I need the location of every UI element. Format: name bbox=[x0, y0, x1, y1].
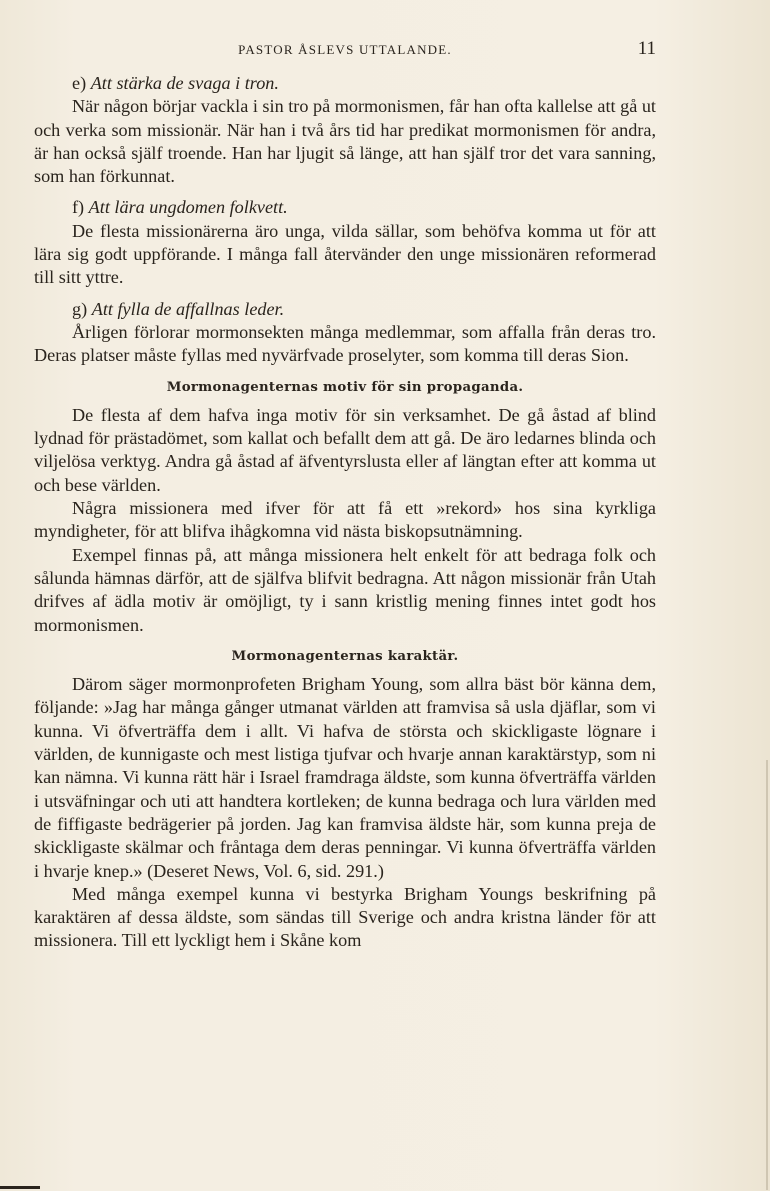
section-e-label: e) bbox=[72, 73, 87, 93]
karaktar-heading: Mormonagenternas karaktär. bbox=[231, 648, 459, 664]
page-edge-shadow bbox=[766, 760, 768, 1190]
motiv-paragraph: De flesta af dem hafva inga motiv för sin verksamhet. De gå åstad af blind lydnad för prästadömet, som kallat och befallt dem att gå. De äro ledarnes blinda och viljelösa verktyg. Andra gå åstad af äfventyrslusta eller af längtan efter att komma ut och bese världen. bbox=[34, 404, 656, 495]
motiv-heading: Mormonagenternas motiv för sin propaganda. bbox=[166, 379, 524, 395]
motiv-paragraph: Exempel finnas på, att många missionera helt enkelt för att bedraga folk och sålunda hämnas därför, att de själfva blifvit bedragna. Att någon missionär från Utah drifves af ädla motiv är omöjligt, ty i sann kristlig mening finnes intet godt hos mormonismen. bbox=[34, 544, 656, 635]
motiv-paragraph: Några missionera med ifver för att få ett »rekord» hos sina kyrkliga myndigheter, för att blifva ihågkomna vid nästa biskopsutnämning. bbox=[34, 498, 656, 542]
section-g-label: g) bbox=[72, 298, 88, 319]
section-e-paragraph: När någon börjar vackla i sin tro på mormonismen, får han ofta kallelse att gå ut och verka som missionär. När han i två års tid har predikat mormonismen för andra, är han också själf troende. Han har ljugit så länge, att han själf tror det vara sanning, som han förkunnat. bbox=[34, 96, 656, 187]
section-e-title bbox=[34, 72, 656, 95]
section-f-label: f) bbox=[72, 197, 85, 218]
section-g-paragraph: Årligen förlorar mormonsekten många medlemmar, som affalla från deras tro. Deras platser måste fyllas med nyvärfvade proselyter, som komma till deras Sion. bbox=[34, 321, 656, 366]
page-header bbox=[34, 38, 656, 62]
section-e-title-text: Att stärka de svaga i tron. bbox=[90, 73, 279, 93]
karaktar-paragraph: Med många exempel kunna vi bestyrka Brigham Youngs beskrifning på karaktären af dessa äldste, som sändas till Sverige och andra kristna länder för att missionera. Till ett lyckligt hem i Skåne kom bbox=[34, 883, 656, 951]
page-body bbox=[34, 72, 656, 953]
page-number: 11 bbox=[637, 38, 656, 59]
running-title: PASTOR ÅSLEVS UTTALANDE. bbox=[238, 42, 452, 57]
bottom-ink-mark bbox=[0, 1186, 40, 1189]
section-f-paragraph: De flesta missionärerna äro unga, vilda sällar, som behöfva komma ut för att lära sig godt uppförande. I många fall återvänder den unge missionären reformerad till sitt yttre. bbox=[34, 220, 656, 288]
section-f-title-text: Att lära ungdomen folkvett. bbox=[88, 197, 288, 218]
section-f-title bbox=[34, 196, 656, 219]
section-g-title-text: Att fylla de affallnas leder. bbox=[91, 298, 285, 319]
karaktar-paragraph: Därom säger mormonprofeten Brigham Young, som allra bäst bör känna dem, följande: »Jag har många gånger utmanat världen att framvisa så usla djäflar, som vi kunna. Vi öfverträffa dem i allt. Vi hafva de största och skickligaste lögnare i världen, de kunnigaste och mest listiga tjufvar och hvarje annan karaktärstyp, som ni kan nämna. Vi kunna rätt här i Israel framdraga äldste, som kunna öfverträffa världen i utsväfningar och uti att handtera kortleken; de kunna bedraga och lura världen med de fiffigaste bedrägerier på jorden. Jag kan framvisa äldste här, som kunna preja de skickligaste skälmar och fråntaga dem deras penningar. Vi kunna öfverträffa världen i hvarje knep.» (Deseret News, Vol. 6, sid. 291.) bbox=[34, 674, 656, 881]
section-g-title bbox=[34, 298, 656, 321]
